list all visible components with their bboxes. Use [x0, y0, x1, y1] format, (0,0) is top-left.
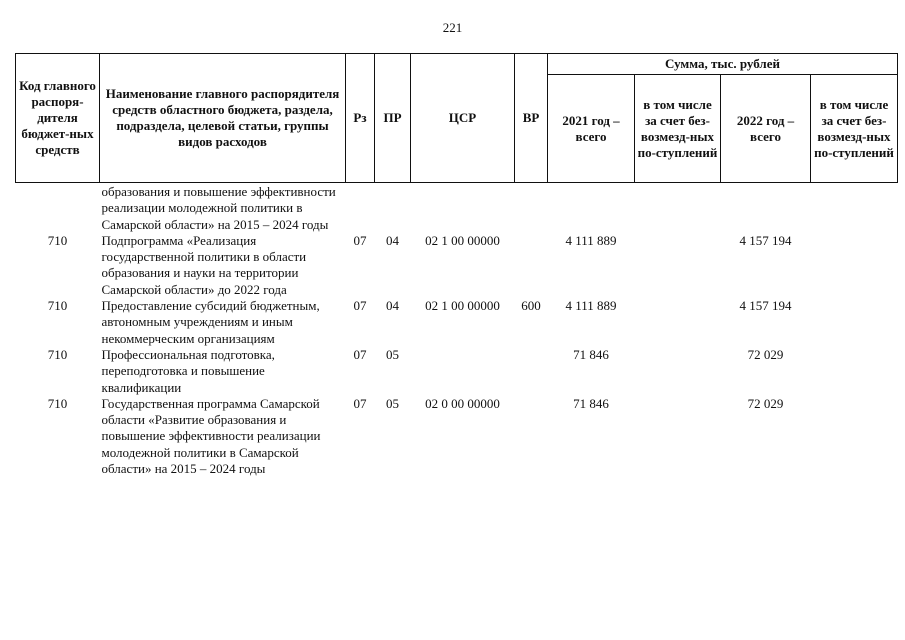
- table-row: [16, 396, 898, 477]
- cell-2021-total: 4 111 889: [565, 298, 617, 314]
- header-csr: ЦСР: [411, 54, 515, 183]
- cell-rz: 07: [353, 298, 367, 314]
- header-2022-total: 2022 год – всего: [721, 75, 811, 183]
- cell-vr: [515, 396, 548, 477]
- cell-vr: 600: [521, 298, 541, 314]
- cell-2021-total: 4 111 889: [565, 232, 617, 248]
- cell-2022-free: [811, 396, 898, 477]
- cell-pr: 05: [386, 395, 399, 411]
- table-row: [16, 347, 898, 396]
- cell-rz: 07: [353, 395, 367, 411]
- table-row: [16, 183, 898, 233]
- header-name: Наименование главного распорядителя средств областного бюджета, раздела, подраздела, целевой статьи, группы видов расходов: [100, 54, 346, 183]
- cell-2022-total: 4 157 194: [739, 232, 792, 248]
- cell-pr: [375, 183, 411, 233]
- cell-name: Государственная программа Самарской области «Развитие образования и повышение эффективности реализации молодежной политики в Самарской области» на 2015 – 2024 годы: [101, 395, 321, 477]
- cell-2021-free: [635, 347, 721, 396]
- cell-2021-total: 71 846: [573, 346, 609, 362]
- cell-name: образования и повышение эффективности реализации молодежной политики в Самарской области» на 2015 – 2024 годы: [101, 184, 336, 232]
- header-2021-total: 2021 год – всего: [548, 75, 635, 183]
- cell-csr: 02 1 00 00000: [425, 232, 500, 248]
- cell-name: Подпрограмма «Реализация государственной политики в области образования и науки на территории Самарской области» до 2022 года: [101, 232, 307, 297]
- cell-2021-total: [548, 183, 635, 233]
- cell-csr: [411, 183, 515, 233]
- header-code: Код главного распоря-дителя бюджет-ных средств: [16, 54, 100, 183]
- cell-csr: 02 0 00 00000: [425, 395, 500, 411]
- budget-table: [15, 53, 898, 477]
- cell-2021-free: [635, 183, 721, 233]
- header-pr: ПР: [375, 54, 411, 183]
- cell-2021-free: [635, 396, 721, 477]
- header-2022-free: в том числе за счет без-возмезд-ных по-ступлений: [811, 75, 898, 183]
- cell-csr: 02 1 00 00000: [425, 298, 500, 314]
- cell-name: Профессиональная подготовка, переподготовка и повышение квалификации: [101, 346, 275, 395]
- table-row: [16, 233, 898, 298]
- cell-pr: 04: [386, 232, 399, 248]
- cell-code: 710: [47, 232, 68, 248]
- cell-vr: [515, 233, 548, 298]
- cell-pr: 04: [386, 298, 399, 314]
- header-rz: Рз: [346, 54, 375, 183]
- cell-code: 710: [47, 298, 68, 314]
- cell-code: 710: [47, 395, 68, 411]
- cell-vr: [515, 183, 548, 233]
- cell-csr: [411, 347, 515, 396]
- page-number: 221: [442, 20, 463, 35]
- cell-rz: [346, 183, 375, 233]
- table-row: [16, 298, 898, 347]
- cell-2022-free: [811, 183, 898, 233]
- cell-2022-free: [811, 347, 898, 396]
- cell-2021-total: 71 846: [573, 395, 609, 411]
- cell-name: Предоставление субсидий бюджетным, автономным учреждениям и иным некоммерческим организациям: [101, 298, 320, 346]
- cell-2021-free: [635, 298, 721, 347]
- header-2021-free: в том числе за счет без-возмезд-ных по-ступлений: [635, 75, 721, 183]
- cell-rz: 07: [353, 346, 367, 362]
- cell-2022-total: [721, 183, 811, 233]
- header-sum-group: Сумма, тыс. рублей: [548, 54, 898, 75]
- cell-2022-total: 4 157 194: [739, 298, 792, 314]
- cell-2021-free: [635, 233, 721, 298]
- cell-code: [16, 183, 100, 233]
- cell-vr: [515, 347, 548, 396]
- cell-2022-total: 72 029: [747, 395, 784, 411]
- cell-2022-free: [811, 233, 898, 298]
- cell-rz: 07: [353, 232, 367, 248]
- cell-2022-total: 72 029: [747, 346, 784, 362]
- header-vr: ВР: [515, 54, 548, 183]
- cell-2022-free: [811, 298, 898, 347]
- cell-code: 710: [47, 346, 68, 362]
- cell-pr: 05: [386, 346, 399, 362]
